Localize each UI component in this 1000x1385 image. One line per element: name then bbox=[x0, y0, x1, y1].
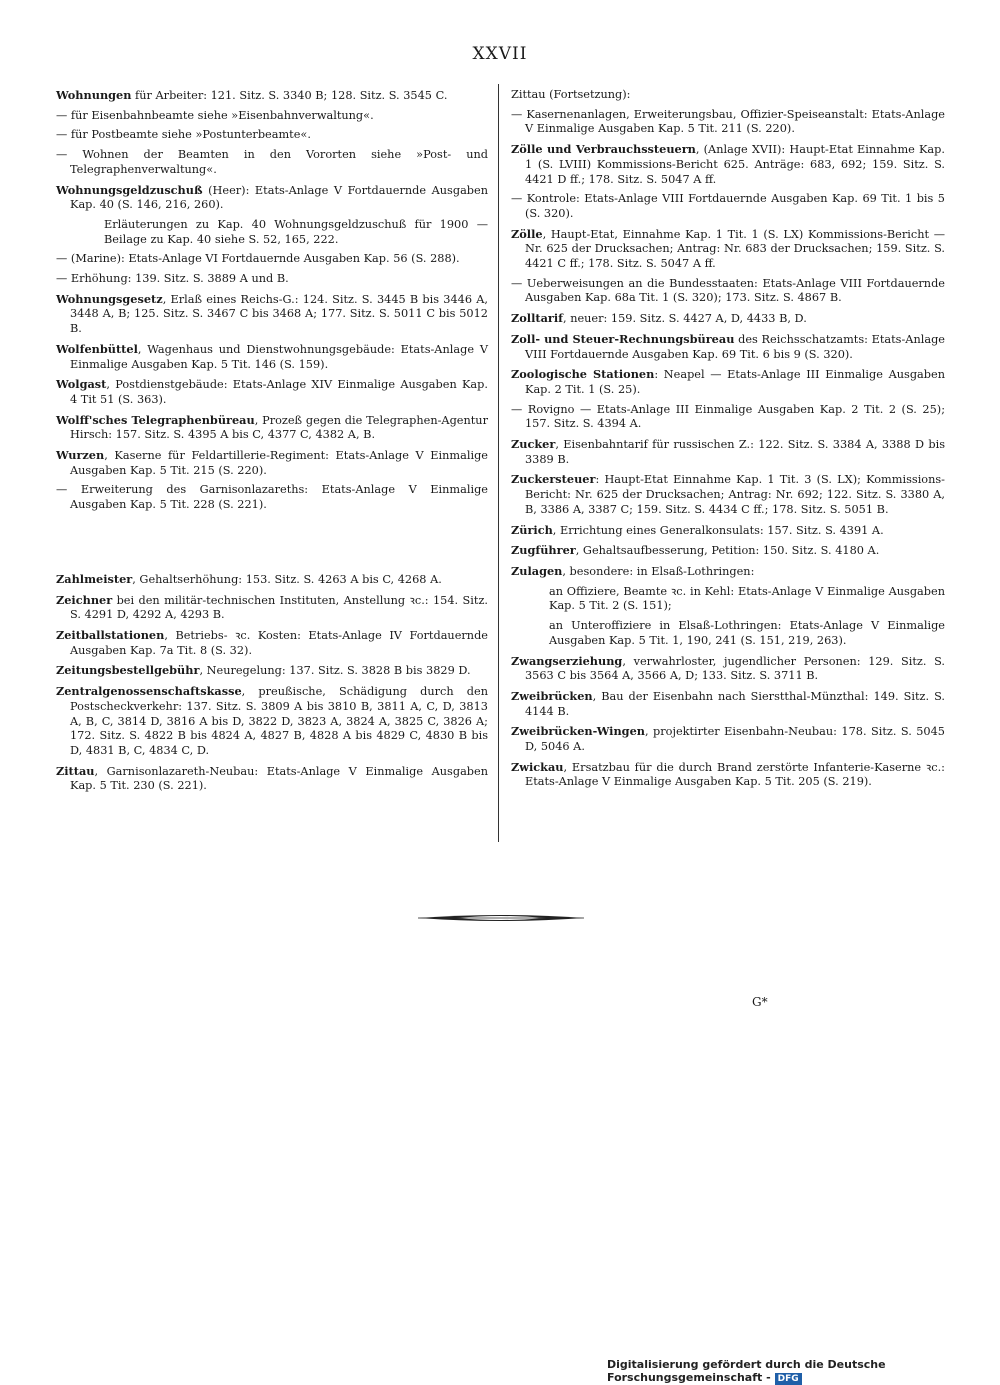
index-entry bbox=[56, 684, 488, 759]
index-entry bbox=[56, 272, 488, 287]
entry-text: bei den militär-technischen Instituten, Anstellung ꝛc.: 154. Sitz. S. 4291 D, 4292 A, 4293 B. bbox=[70, 593, 488, 622]
entry-keyword: Wolff'sches Telegraphenbüreau bbox=[56, 412, 255, 427]
index-entry bbox=[56, 448, 488, 478]
entry-text: : Haupt-Etat Einnahme Kap. 1 Tit. 3 (S. LX); Kommissions-Bericht: Nr. 625 der Drucksachen; Antrag: Nr. 692; 122. Sitz. S. 3380 A, B, 3386 A, 3387 C; 159. Sitz. S. 4434 C ff.; 178. Sitz. S. 5051 B. bbox=[525, 473, 945, 516]
index-entry bbox=[511, 227, 945, 272]
entry-text: , Betriebs- ꝛc. Kosten: Etats-Anlage IV Fortdauernde Ausgaben Kap. 7a Tit. 8 (S. 32). bbox=[70, 628, 488, 657]
index-entry bbox=[511, 142, 945, 187]
entry-keyword: Wohnungsgeldzuschuß bbox=[56, 182, 203, 197]
index-entry bbox=[56, 572, 488, 588]
entry-text: , Kaserne für Feldartillerie-Regiment: Etats-Anlage V Einmalige Ausgaben Kap. 5 Tit. 215 (S. 220). bbox=[70, 449, 488, 477]
index-entry bbox=[511, 760, 945, 790]
entry-text: , preußische, Schädigung durch den Postscheckverkehr: 137. Sitz. S. 3809 A bis 3810 B, 3811 A, C, D, 3813 A, B, C, 3814 D, 3816 A bis D, 3822 D, 3823 A, 3824 A, 3825 C, 3826 A; 172. Sitz. S. 4822 B bis 4824 A, 4827 B, 4828 A bis 4829 C, 4830 B bis D, 4831 B, C, 4834 C, D. bbox=[70, 685, 488, 757]
index-column-left bbox=[56, 88, 488, 799]
entry-keyword: Zoll- und Steuer-Rechnungsbüreau bbox=[511, 331, 735, 346]
index-entry bbox=[56, 128, 488, 143]
column-divider bbox=[498, 84, 499, 842]
entry-keyword: Zahlmeister bbox=[56, 571, 133, 586]
entry-keyword: Zeitungsbestellgebühr bbox=[56, 663, 200, 678]
index-entry bbox=[511, 192, 945, 221]
entry-text: — Wohnen der Beamten in den Vororten siehe »Post- und Telegraphenverwaltung«. bbox=[56, 148, 488, 176]
entry-text: : Neapel — Etats-Anlage III Einmalige Ausgaben Kap. 2 Tit. 1 (S. 25). bbox=[525, 368, 945, 396]
entry-text: , Errichtung eines Generalkonsulats: 157. Sitz. S. 4391 A. bbox=[552, 523, 884, 537]
index-entry bbox=[511, 108, 945, 137]
entry-keyword: Zeichner bbox=[56, 592, 113, 607]
entry-text: — für Postbeamte siehe »Postunterbeamte«. bbox=[56, 128, 311, 142]
index-entry bbox=[56, 764, 488, 794]
entry-text: des Reichsschatzamts: Etats-Anlage VIII Fortdauernde Ausgaben Kap. 69 Tit. 6 bis 9 (S. 320). bbox=[525, 332, 945, 361]
entry-keyword: Zweibrücken bbox=[511, 688, 593, 703]
entry-text: an Offiziere, Beamte ꝛc. in Kehl: Etats-Anlage V Einmalige Ausgaben Kap. 5 Tit. 2 (S. 151); bbox=[549, 584, 945, 613]
index-entry bbox=[511, 403, 945, 432]
entry-keyword: Zweibrücken-Wingen bbox=[511, 724, 645, 739]
signature-mark: G* bbox=[752, 995, 768, 1009]
index-entry bbox=[511, 543, 945, 559]
entry-text: , Prozeß gegen die Telegraphen-Agentur Hirsch: 157. Sitz. S. 4395 A bis C, 4377 C, 4382 A, B. bbox=[70, 413, 488, 442]
index-entry bbox=[511, 367, 945, 397]
entry-keyword: Zentralgenossenschaftskasse bbox=[56, 684, 242, 699]
entry-text: , projektirter Eisenbahn-Neubau: 178. Sitz. S. 5045 D, 5046 A. bbox=[525, 725, 945, 754]
entry-keyword: Zwickau bbox=[511, 759, 564, 774]
entry-text: (Heer): Etats-Anlage V Fortdauernde Ausgaben Kap. 40 (S. 146, 216, 260). bbox=[70, 183, 488, 212]
entry-keyword: Zeitballstationen bbox=[56, 627, 165, 642]
entry-keyword: Zulagen bbox=[511, 563, 563, 578]
entry-text: , Haupt-Etat, Einnahme Kap. 1 Tit. 1 (S. LX) Kommissions-Bericht — Nr. 625 der Drucksachen; Antrag: Nr. 683 der Drucksachen; 159. Sitz. S. 4421 C ff.; 178. Sitz. S. 5047 A ff. bbox=[525, 227, 945, 271]
index-entry bbox=[511, 689, 945, 719]
entry-text: , Garnisonlazareth-Neubau: Etats-Anlage V Einmalige Ausgaben Kap. 5 Tit. 230 (S. 221). bbox=[70, 764, 488, 793]
entry-text: — Kasernenanlagen, Erweiterungsbau, Offizier-Speiseanstalt: Etats-Anlage V Einmalige Ausgaben Kap. 5 Tit. 211 (S. 220). bbox=[511, 107, 945, 136]
entry-keyword: Zürich bbox=[511, 522, 553, 537]
index-entry bbox=[549, 619, 945, 648]
index-entry bbox=[56, 377, 488, 407]
index-entry bbox=[56, 483, 488, 512]
footer-credit bbox=[607, 1358, 1000, 1385]
entry-keyword: Zwangserziehung bbox=[511, 653, 623, 668]
ornament-divider bbox=[416, 909, 586, 927]
entry-text: Zittau (Fortsetzung): bbox=[511, 88, 631, 101]
index-entry bbox=[511, 472, 945, 517]
entry-text: — für Eisenbahnbeamte siehe »Eisenbahnverwaltung«. bbox=[56, 108, 374, 122]
index-entry bbox=[56, 413, 488, 443]
entry-text: , Postdienstgebäude: Etats-Anlage XIV Einmalige Ausgaben Kap. 4 Tit 51 (S. 363). bbox=[70, 378, 488, 406]
index-entry bbox=[56, 252, 488, 267]
entry-keyword: Zucker bbox=[511, 437, 556, 452]
entry-text: Erläuterungen zu Kap. 40 Wohnungsgeldzuschuß für 1900 — Beilage zu Kap. 40 siehe S. 52, 165, 222. bbox=[104, 217, 488, 246]
index-entry bbox=[511, 654, 945, 684]
index-entry bbox=[511, 523, 945, 539]
index-entry bbox=[511, 724, 945, 754]
entry-text: , verwahrloster, jugendlicher Personen: 129. Sitz. S. 3563 C bis 3564 A, 3566 A, D; 133. Sitz. S. 3711 B. bbox=[525, 654, 945, 683]
entry-text: — Erweiterung des Garnisonlazareths: Etats-Anlage V Einmalige Ausgaben Kap. 5 Tit. 228 (S. 221). bbox=[56, 483, 488, 512]
entry-keyword: Zugführer bbox=[511, 543, 576, 558]
index-entry bbox=[511, 88, 945, 103]
entry-text: , neuer: 159. Sitz. S. 4427 A, D, 4433 B, D. bbox=[563, 312, 807, 326]
entry-keyword: Zölle und Verbrauchssteuern bbox=[511, 142, 696, 157]
index-entry bbox=[56, 183, 488, 213]
entry-text: , Neuregelung: 137. Sitz. S. 3828 B bis 3829 D. bbox=[199, 664, 471, 678]
index-entry bbox=[511, 332, 945, 362]
entry-text: , Gehaltsaufbesserung, Petition: 150. Sitz. S. 4180 A. bbox=[575, 544, 880, 558]
entry-text: , besondere: in Elsaß-Lothringen: bbox=[562, 564, 755, 578]
entry-text: , Wagenhaus und Dienstwohnungsgebäude: Etats-Anlage V Einmalige Ausgaben Kap. 5 Tit. 146 (S. 159). bbox=[70, 342, 488, 371]
entry-text: , Gehaltserhöhung: 153. Sitz. S. 4263 A bis C, 4268 A. bbox=[132, 572, 442, 586]
index-entry bbox=[56, 148, 488, 177]
entry-keyword: Zoologische Stationen bbox=[511, 367, 655, 382]
dfg-logo: DFG bbox=[775, 1373, 802, 1385]
section-gap bbox=[56, 518, 488, 572]
entry-text: , Ersatzbau für die durch Brand zerstörte Infanterie-Kaserne ꝛc.: Etats-Anlage V Einmalige Ausgaben Kap. 5 Tit. 205 (S. 219). bbox=[525, 760, 945, 789]
entry-text: an Unteroffiziere in Elsaß-Lothringen: Etats-Anlage V Einmalige Ausgaben Kap. 5 Tit. 1, 190, 241 (S. 151, 219, 263). bbox=[549, 619, 945, 647]
index-entry bbox=[56, 342, 488, 372]
entry-text: für Arbeiter: 121. Sitz. S. 3340 B; 128. Sitz. S. 3545 C. bbox=[131, 89, 448, 102]
index-entry bbox=[56, 292, 488, 337]
page-number-header: XXVII bbox=[472, 44, 528, 64]
entry-text: — Kontrole: Etats-Anlage VIII Fortdauernde Ausgaben Kap. 69 Tit. 1 bis 5 (S. 320). bbox=[511, 192, 945, 220]
footer-text: Digitalisierung gefördert durch die Deutsche Forschungsgemeinschaft - bbox=[607, 1358, 886, 1384]
entry-keyword: Wurzen bbox=[56, 448, 105, 463]
entry-keyword: Zuckersteuer bbox=[511, 472, 596, 487]
index-entry bbox=[56, 628, 488, 658]
entry-keyword: Wohnungen bbox=[56, 88, 132, 102]
entry-keyword: Zölle bbox=[511, 226, 543, 241]
index-entry bbox=[511, 311, 945, 327]
index-entry bbox=[511, 277, 945, 306]
entry-text: — (Marine): Etats-Anlage VI Fortdauernde Ausgaben Kap. 56 (S. 288). bbox=[56, 252, 460, 266]
entry-text: , Erlaß eines Reichs-G.: 124. Sitz. S. 3445 B bis 3446 A, 3448 A, B; 125. Sitz. S. 3467 C bis 3468 A; 177. Sitz. S. 5011 C bis 5012 B. bbox=[70, 292, 488, 336]
entry-keyword: Zolltarif bbox=[511, 311, 564, 326]
index-entry bbox=[56, 88, 488, 104]
index-entry bbox=[56, 109, 488, 124]
index-entry bbox=[511, 564, 945, 580]
index-entry bbox=[511, 437, 945, 467]
entry-text: , Eisenbahntarif für russischen Z.: 122. Sitz. S. 3384 A, 3388 D bis 3389 B. bbox=[525, 438, 945, 466]
entry-text: — Erhöhung: 139. Sitz. S. 3889 A und B. bbox=[56, 272, 289, 286]
entry-keyword: Zittau bbox=[56, 763, 95, 778]
index-entry bbox=[56, 593, 488, 623]
index-column-right bbox=[511, 88, 945, 795]
entry-text: , (Anlage XVII): Haupt-Etat Einnahme Kap. 1 (S. LVIII) Kommissions-Bericht 625. Anträge: 683, 692; 159. Sitz. S. 4421 D ff.; 178. Sitz. S. 5047 A ff. bbox=[525, 143, 945, 186]
index-entry bbox=[549, 585, 945, 614]
entry-text: — Rovigno — Etats-Anlage III Einmalige Ausgaben Kap. 2 Tit. 2 (S. 25); 157. Sitz. S. 4394 A. bbox=[511, 402, 945, 431]
entry-keyword: Wolfenbüttel bbox=[56, 341, 138, 356]
index-entry bbox=[56, 663, 488, 679]
entry-keyword: Wolgast bbox=[56, 377, 107, 392]
entry-text: , Bau der Eisenbahn nach Sierstthal-Münzthal: 149. Sitz. S. 4144 B. bbox=[525, 689, 945, 718]
index-entry bbox=[104, 218, 488, 247]
entry-text: — Ueberweisungen an die Bundesstaaten: Etats-Anlage VIII Fortdauernde Ausgaben Kap. 68a Tit. 1 (S. 320); 173. Sitz. S. 4867 B. bbox=[511, 276, 945, 305]
entry-keyword: Wohnungsgesetz bbox=[56, 291, 163, 306]
